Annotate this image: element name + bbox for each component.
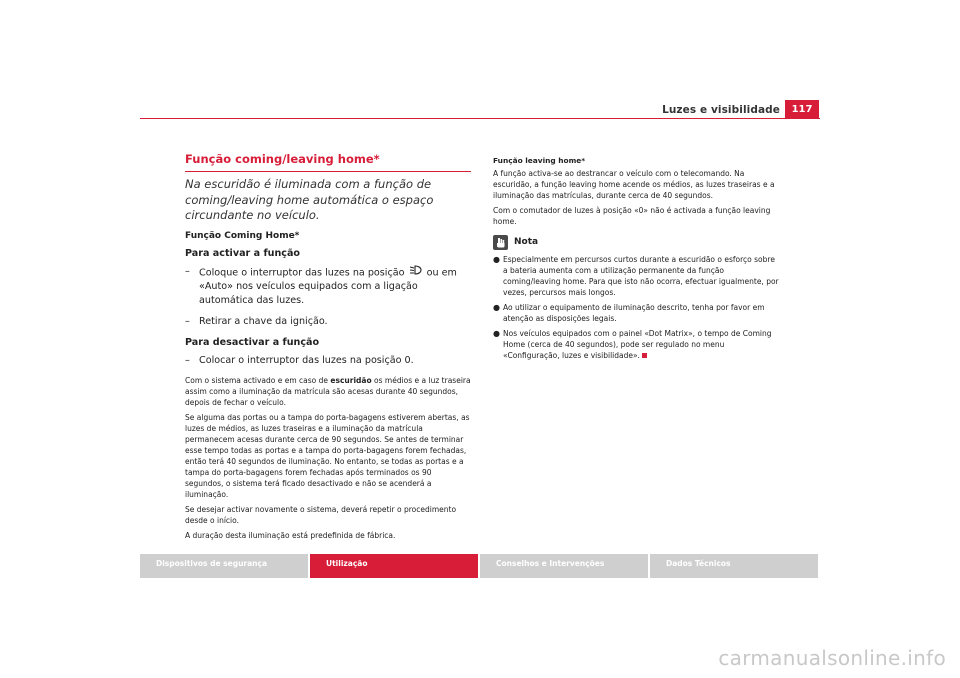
note-text-content: Nos veículos equipados com o painel «Dot Matrix», o tempo de Coming Home (cerca de 40 segundos), pode ser regulado no menu «Configuração, luzes e visibilidade». — [503, 329, 772, 360]
low-beam-headlight-icon — [409, 265, 423, 280]
step-item — [185, 315, 471, 329]
note-item — [493, 302, 781, 324]
dash-marker: – — [185, 316, 190, 327]
section-intro: Na escuridão é iluminada com a função de coming/leaving home automática o espaço circundante no veículo. — [185, 177, 434, 222]
end-of-section-marker — [642, 353, 647, 358]
dash-marker: – — [185, 355, 190, 366]
step-item — [185, 265, 471, 309]
paragraph: A função activa-se ao destrancar o veículo com o telecomando. Na escuridão, a função leaving home acende os médios, as luzes traseiras e a iluminação das matrículas, durante cerca de 40 segundos. — [493, 169, 775, 200]
tab-dispositivos-de-seguranca[interactable]: Dispositivos de segurança — [140, 554, 310, 578]
note-text: Ao utilizar o equipamento de iluminação descrito, tenha por favor em atenção as disposições legais. — [503, 303, 765, 323]
paragraph-text: os médios e a luz traseira assim como a iluminação da matrícula são acesas durante 40 segundos, depois de fechar o veículo. — [185, 376, 471, 407]
paragraph-text: Com o sistema activado e em caso de — [185, 376, 329, 385]
step-text: Colocar o interruptor das luzes na posição 0. — [199, 355, 414, 366]
step-text — [199, 265, 471, 309]
coming-home-heading: Função Coming Home* — [185, 230, 300, 241]
note-text: Especialmente em percursos curtos durante a escuridão o esforço sobre a bateria aumenta com a utilização permanente da função coming/leaving home. Para que isto não ocorra, efectuar igualmente, por vezes, percursos mais longos. — [503, 255, 779, 297]
tab-dados-tecnicos[interactable]: Dados Técnicos — [650, 554, 820, 578]
note-item — [493, 254, 781, 298]
activate-heading: Para activar a função — [185, 247, 301, 259]
paragraph: A duração desta iluminação está predefinida de fábrica. — [185, 531, 396, 540]
dash-marker: – — [185, 265, 190, 277]
paragraph — [185, 375, 471, 408]
step-text: Retirar a chave da ignição. — [199, 316, 328, 327]
details-text — [185, 375, 471, 541]
note-hand-icon — [493, 235, 508, 250]
header-rule — [140, 118, 820, 119]
watermark: carmanualsonline.info — [718, 646, 946, 670]
paragraph: Se desejar activar novamente o sistema, deverá repetir o procedimento desde o início. — [185, 505, 457, 525]
deactivate-heading: Para desactivar a função — [185, 337, 320, 348]
section-title: Função coming/leaving home* — [185, 152, 471, 172]
page-number: 117 — [785, 100, 819, 119]
chapter-title: Luzes e visibilidade — [662, 104, 780, 116]
left-column — [185, 152, 471, 545]
footer-nav — [140, 554, 820, 578]
note-label: Nota — [514, 237, 539, 247]
leaving-home-heading: Função leaving home* — [493, 156, 586, 165]
paragraph: Com o comutador de luzes à posição «0» não é activada a função leaving home. — [493, 206, 771, 226]
note-item — [493, 328, 781, 361]
step1-text-b: ou em «Auto» nos veículos equipados com a ligação automática das luzes. — [199, 267, 457, 306]
note-header — [493, 235, 781, 250]
bullet-marker: ● — [493, 329, 500, 338]
tab-conselhos-e-intervencoes[interactable]: Conselhos e Intervenções — [480, 554, 650, 578]
right-column — [493, 155, 781, 365]
note-text — [503, 328, 781, 361]
paragraph: Se alguma das portas ou a tampa do porta-bagagens estiverem abertas, as luzes de médios, as luzes traseiras e a iluminação da matrícula permanecem acesas durante cerca de 90 segundos. Se antes de terminar esse tempo todas as portas e a tampa do porta-bagagens forem fechadas, então terá 40 segundos de iluminação. No entanto, se todas as portas e a tampa do porta-bagagens forem fechadas após terminados os 90 segundos, o sistema terá ficado desactivado e não se acenderá a iluminação. — [185, 413, 470, 499]
paragraph-bold: escuridão — [330, 376, 372, 385]
instructions — [185, 247, 471, 369]
bullet-marker: ● — [493, 255, 500, 264]
tab-utilizacao[interactable]: Utilização — [310, 554, 480, 578]
step-item — [185, 354, 471, 368]
step1-text-a: Coloque o interruptor das luzes na posição — [199, 267, 405, 278]
bullet-marker: ● — [493, 303, 500, 312]
